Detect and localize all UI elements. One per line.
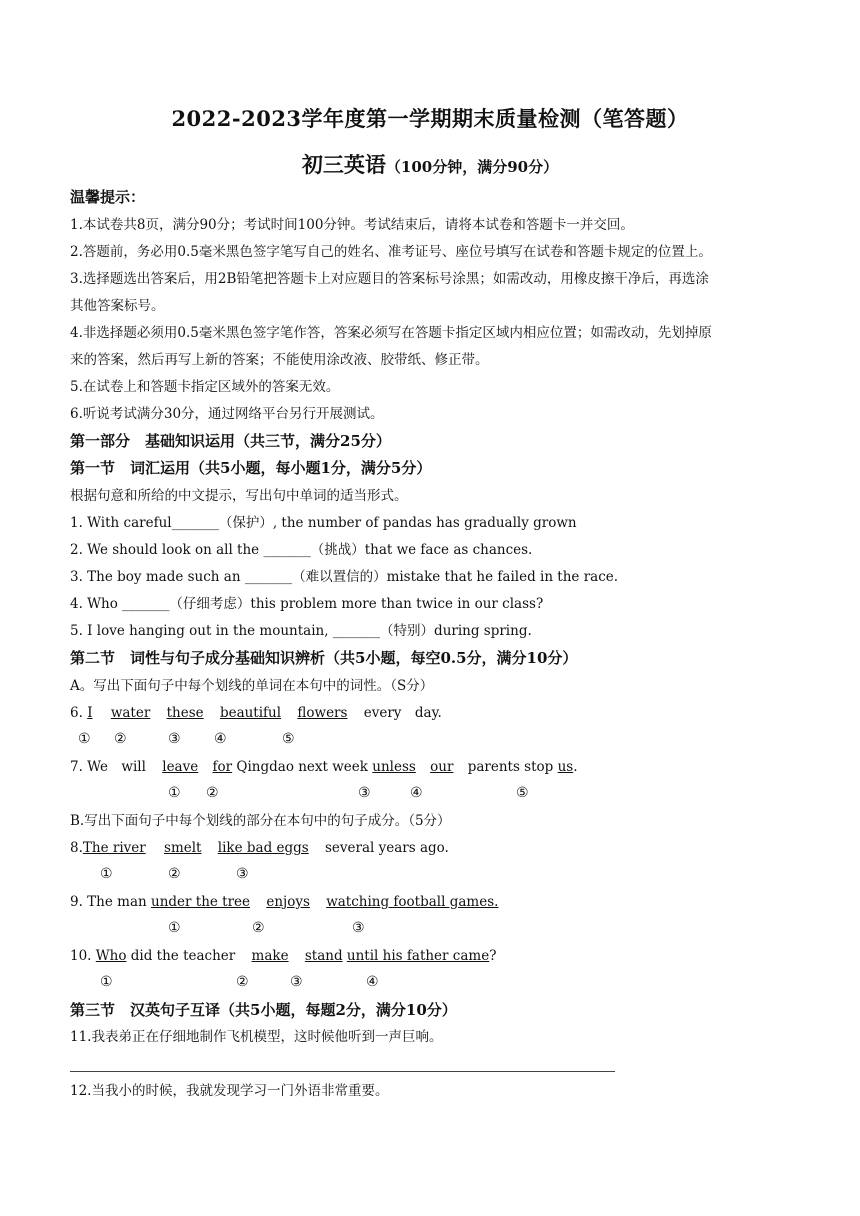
tip-line: 来的答案，然后再写上新的答案；不能使用涂改液、胶带纸、修正带。 <box>70 352 489 368</box>
q7-end: . <box>573 759 578 775</box>
tip-line: 1.本试卷共8页，满分90分；考试时间100分钟。考试结束后，请将本试卷和答题卡一并交回。 <box>70 217 634 233</box>
q10-part-2: make <box>251 948 289 964</box>
q7-number: 7. We will <box>70 759 146 775</box>
q7-word-3: unless <box>372 759 416 775</box>
tip-line: 2.答题前，务必用0.5毫米黑色签字笔写自己的姓名、准考证号、座位号填写在试卷和答题卡规定的位置上。 <box>70 244 712 260</box>
part1-heading: 第一部分 基础知识运用（共三节，满分25分） <box>70 432 391 450</box>
q7-word-1: leave <box>162 759 199 775</box>
q10-part-4: until his father came <box>346 948 490 964</box>
q8-part-1: The river <box>82 840 146 856</box>
marker-3: ③ <box>358 785 371 801</box>
answer-line <box>70 1071 615 1072</box>
tip-line: 6.听说考试满分30分，通过网络平台另行开展测试。 <box>70 406 384 422</box>
q7-middle: Qingdao next week <box>236 759 368 775</box>
marker-1: ① <box>168 920 181 936</box>
q10-number: 10. <box>70 948 92 964</box>
marker-3: ③ <box>236 866 249 882</box>
section1-heading: 第一节 词汇运用（共5小题，每小题1分，满分5分） <box>70 459 432 477</box>
q6-rest: every day. <box>363 705 442 721</box>
question-12: 12.当我小的时候，我就发现学习一门外语非常重要。 <box>70 1083 389 1099</box>
marker-2: ② <box>168 866 181 882</box>
marker-1: ① <box>100 974 113 990</box>
tip-line: 3.选择题选出答案后，用2B铅笔把答题卡上对应题目的答案标号涂黑；如需改动，用橡皮擦干净后，再选涂 <box>70 271 709 287</box>
marker-2: ② <box>114 731 127 747</box>
question-7 <box>70 758 578 776</box>
q10-part-1: Who <box>95 948 127 964</box>
question-9 <box>70 893 498 911</box>
question-8 <box>70 839 449 857</box>
q9-number: 9. The man <box>70 894 147 910</box>
marker-3: ③ <box>290 974 303 990</box>
q9-part-2: enjoys <box>266 894 310 910</box>
marker-2: ② <box>236 974 249 990</box>
marker-1: ① <box>100 866 113 882</box>
q8-rest: several years ago. <box>325 840 449 856</box>
marker-2: ② <box>206 785 219 801</box>
q7-word-4: our <box>430 759 454 775</box>
q8-part-2: smelt <box>164 840 202 856</box>
marker-5: ⑤ <box>282 731 295 747</box>
q6-number: 6. <box>70 705 83 721</box>
marker-4: ④ <box>366 974 379 990</box>
question-1: 1. With careful_______（保护）, the number of pandas has gradually grown <box>70 515 577 531</box>
tip-line: 其他答案标号。 <box>70 298 165 314</box>
q8-part-3: like bad eggs <box>217 840 309 856</box>
section2-heading: 第二节 词性与句子成分基础知识辨析（共5小题，每空0.5分，满分10分） <box>70 649 578 667</box>
q7-word-2: for <box>212 759 233 775</box>
q10-end: ? <box>489 948 497 964</box>
q6-word-1: I <box>87 705 93 721</box>
marker-2: ② <box>252 920 265 936</box>
section3-heading: 第三节 汉英句子互译（共5小题，每题2分，满分10分） <box>70 1001 457 1019</box>
q10-middle: did the teacher <box>130 948 236 964</box>
tip-line: 5.在试卷上和答题卡指定区域外的答案无效。 <box>70 379 340 395</box>
exam-title: 2022-2023学年度第一学期期末质量检测（笔答题） <box>171 106 689 131</box>
exam-subtitle <box>0 149 860 179</box>
marker-1: ① <box>78 731 91 747</box>
question-4: 4. Who _______（仔细考虑）this problem more than twice in our class? <box>70 596 544 612</box>
marker-4: ④ <box>214 731 227 747</box>
question-11: 11.我表弟正在仔细地制作飞机模型，这时候他听到一声巨响。 <box>70 1029 443 1045</box>
marker-3: ③ <box>352 920 365 936</box>
tips-heading: 温馨提示： <box>70 188 146 206</box>
marker-5: ⑤ <box>516 785 529 801</box>
question-6 <box>70 704 442 722</box>
q8-number: 8. <box>70 840 83 856</box>
q9-part-1: under the tree <box>151 894 251 910</box>
q7-middle-2: parents stop <box>467 759 554 775</box>
section2-a-instruction: A。写出下面句子中每个划线的单词在本句中的词性。（S分） <box>70 678 434 694</box>
q6-word-2: water <box>110 705 151 721</box>
q10-part-3: stand <box>304 948 343 964</box>
section2-b-instruction: B.写出下面句子中每个划线的部分在本句中的句子成分。（5分） <box>70 813 451 829</box>
question-10 <box>70 947 496 965</box>
q6-word-3: these <box>166 705 204 721</box>
marker-1: ① <box>168 785 181 801</box>
q9-part-3: watching football games. <box>326 894 499 910</box>
marker-3: ③ <box>168 731 181 747</box>
question-3: 3. The boy made such an _______（难以置信的）mistake that he failed in the race. <box>70 569 619 585</box>
subject-name: 初三英语 <box>301 152 386 177</box>
q6-word-4: beautiful <box>219 705 282 721</box>
question-5: 5. I love hanging out in the mountain, _______（特别）during spring. <box>70 623 532 639</box>
section1-instruction: 根据句意和所给的中文提示，写出句中单词的适当形式。 <box>70 488 408 504</box>
tip-line: 4.非选择题必须用0.5毫米黑色签字笔作答，答案必须写在答题卡指定区域内相应位置；如需改动，先划掉原 <box>70 325 712 341</box>
q7-word-5: us <box>557 759 574 775</box>
time-and-score-note: （100分钟，满分90分） <box>385 158 559 176</box>
marker-4: ④ <box>410 785 423 801</box>
question-2: 2. We should look on all the _______（挑战）that we face as chances. <box>70 542 533 558</box>
q6-word-5: flowers <box>297 705 348 721</box>
